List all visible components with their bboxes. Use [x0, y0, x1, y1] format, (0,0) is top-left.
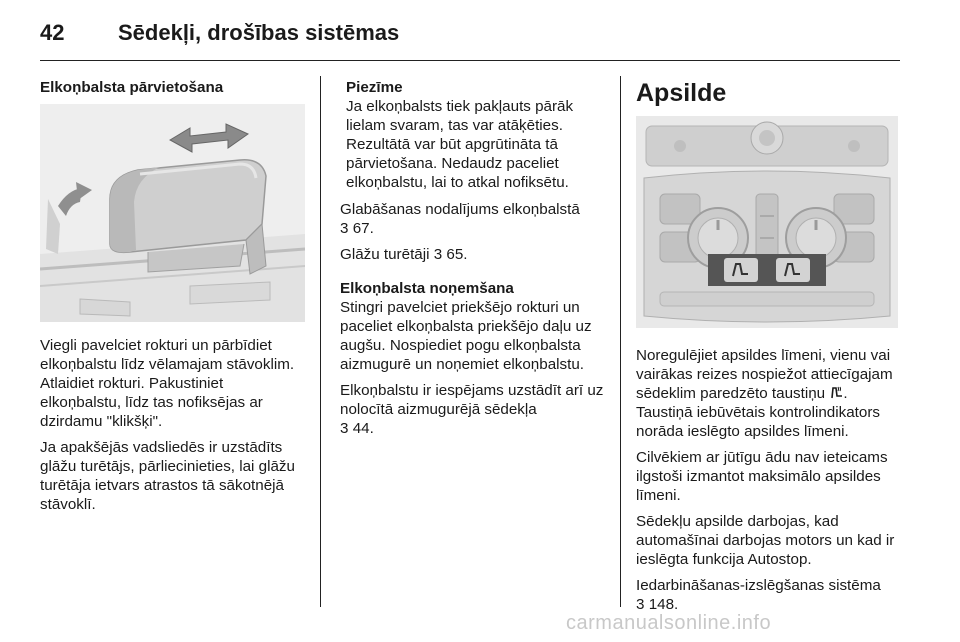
- watermark: carmanualsonline.info: [566, 612, 772, 634]
- autostop-text: Sēdekļu apsilde darbojas, kad automašīnai darbojas motors un kad ir ieslēgta funkcija Autostop.: [636, 513, 895, 568]
- heating-section-title: Apsilde: [636, 79, 727, 107]
- storage-reference-page: 67.: [352, 220, 374, 237]
- reference-arrow-icon: 3: [340, 220, 349, 237]
- start-stop-reference-page: 148.: [648, 596, 679, 613]
- column-left: [40, 78, 305, 521]
- armrest-remove-heading: Elkoņbalsta noņemšana: [340, 280, 514, 297]
- armrest-illustration: [40, 104, 305, 322]
- cupholder-reference-page: 65.: [446, 246, 468, 263]
- column-right: [636, 78, 904, 621]
- note-title: Piezīme: [346, 79, 403, 96]
- start-stop-reference-text: Iedarbināšanas-izslēgšanas sistēma: [636, 577, 881, 594]
- cupholder-reference-text: Glāžu turētāji: [340, 246, 430, 263]
- start-stop-reference: [636, 576, 904, 614]
- sensitive-skin-text: Cilvēkiem ar jūtīgu ādu nav ieteicams ilgstoši izmantot maksimālo apsildes līmeni.: [636, 449, 888, 504]
- rear-seat-text-body: Elkoņbalstu ir iespējams uzstādīt arī uz nolocītā aizmugurējā sēdekļa: [340, 382, 604, 418]
- cupholder-reference: [340, 245, 608, 264]
- armrest-move-text: Viegli pavelciet rokturi un pārbīdiet elkoņbalstu līdz vēlamajam stāvoklim. Atlaidiet rokturi. Pakustiniet elkoņbalstu, līdz tas nofiksējas ar dzirdamu "klikšķi".: [40, 337, 295, 430]
- rear-seat-reference-page: 44.: [352, 420, 374, 437]
- cupholder-text: Ja apakšējās vadsliedēs ir uzstādīts glāžu turētājs, pārliecinieties, lai glāžu turētāja ietvars atrastos tā sākotnējā stāvoklī.: [40, 439, 295, 513]
- heating-level-text-end: . Taustiņā iebūvētais kontrolindikators norāda ieslēgto apsildes līmeni.: [636, 385, 880, 440]
- reference-arrow-icon: 3: [636, 596, 645, 613]
- note-text: Ja elkoņbalsts tiek pakļauts pārāk lielam svaram, tas var atāķēties. Rezultātā var būt apgrūtināta tā pārvietošana. Nedaudz paceliet elkoņbalstu, lai to atkal nofiksētu.: [346, 98, 574, 191]
- armrest-remove-text: Stingri pavelciet priekšējo rokturi un paceliet elkoņbalsta priekšējo daļu uz augšu. Nospiediet pogu elkoņbalsta aizmugurē un noņemiet elkoņbalstu.: [340, 299, 592, 373]
- armrest-move-heading: Elkoņbalsta pārvietošana: [40, 79, 224, 96]
- reference-arrow-icon: 3: [340, 420, 349, 437]
- header-divider: [40, 60, 900, 61]
- chapter-title: Sēdekļi, drošības sistēmas: [118, 20, 400, 45]
- column-middle: [340, 78, 608, 445]
- page-header: [40, 20, 900, 64]
- column-divider-2: [620, 76, 621, 607]
- seat-heating-icon: [829, 385, 843, 400]
- rear-seat-text: [340, 381, 608, 438]
- reference-arrow-icon: 3: [433, 246, 443, 263]
- heating-level-text-start: Noregulējiet apsildes līmeni, vienu vai vairākas reizes nospiežot attiecīgajam sēdeklim paredzēto taustiņu: [636, 347, 893, 402]
- note-box: [340, 78, 608, 192]
- storage-reference: [340, 200, 608, 238]
- column-divider-1: [320, 76, 321, 607]
- heating-level-text: [636, 346, 904, 441]
- page-number: 42: [40, 20, 65, 45]
- storage-reference-text: Glabāšanas nodalījums elkoņbalstā: [340, 201, 580, 218]
- climate-panel-illustration: [636, 116, 898, 328]
